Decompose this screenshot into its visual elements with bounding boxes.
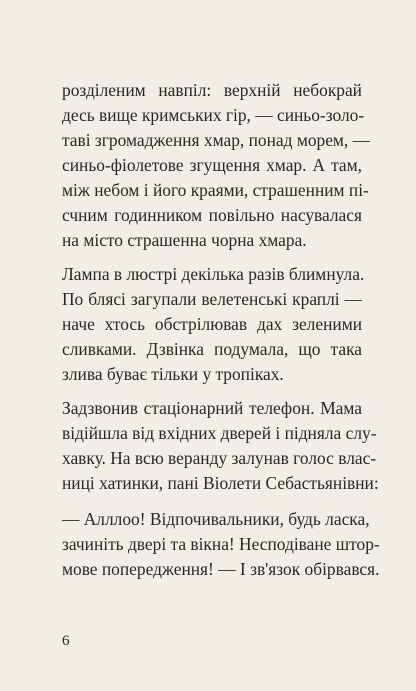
- text-line: ниці хатинки, пані Віолети Себастьянівни:: [62, 473, 379, 493]
- text-line: відійшла від вхідних дверей і підняла слу-: [62, 423, 377, 443]
- text-line: По блясі загупали велетенські краплі —: [62, 289, 362, 309]
- text-line: синьо-фіолетове згущення хмар. А там,: [62, 155, 362, 175]
- text-line: Лампа в люстрі декілька разів блимнула.: [62, 264, 365, 284]
- page-number: 6: [62, 633, 70, 649]
- text-line: мове попередження! — І зв'язок обірвався.: [62, 559, 380, 579]
- text-line: десь вище кримських гір, — синьо-золо-: [62, 105, 365, 125]
- text-line: наче хтось обстрілював дах зеленими: [62, 314, 362, 334]
- text-line: сливками. Дзвінка подумала, що така: [62, 339, 362, 359]
- text-line: Задзвонив стаціонарний телефон. Мама: [62, 398, 362, 418]
- text-line: злива буває тільки у тропіках.: [62, 364, 284, 384]
- text-line: на місто страшенна чорна хмара.: [62, 230, 307, 250]
- text-line: між небом і його краями, страшенним пі-: [62, 180, 369, 200]
- text-line: счним годинником повільно насувалася: [62, 205, 362, 225]
- text-line: — Алллоо! Відпочивальники, будь ласка,: [62, 509, 370, 529]
- text-line: зачиніть двері та вікна! Несподіване штор-: [62, 534, 380, 554]
- text-line: розділеним навпіл: верхній небокрай: [62, 80, 362, 100]
- text-line: таві згромадження хмар, понад морем, —: [62, 130, 371, 150]
- text-line: хавку. На всю веранду залунав голос влас-: [62, 448, 377, 468]
